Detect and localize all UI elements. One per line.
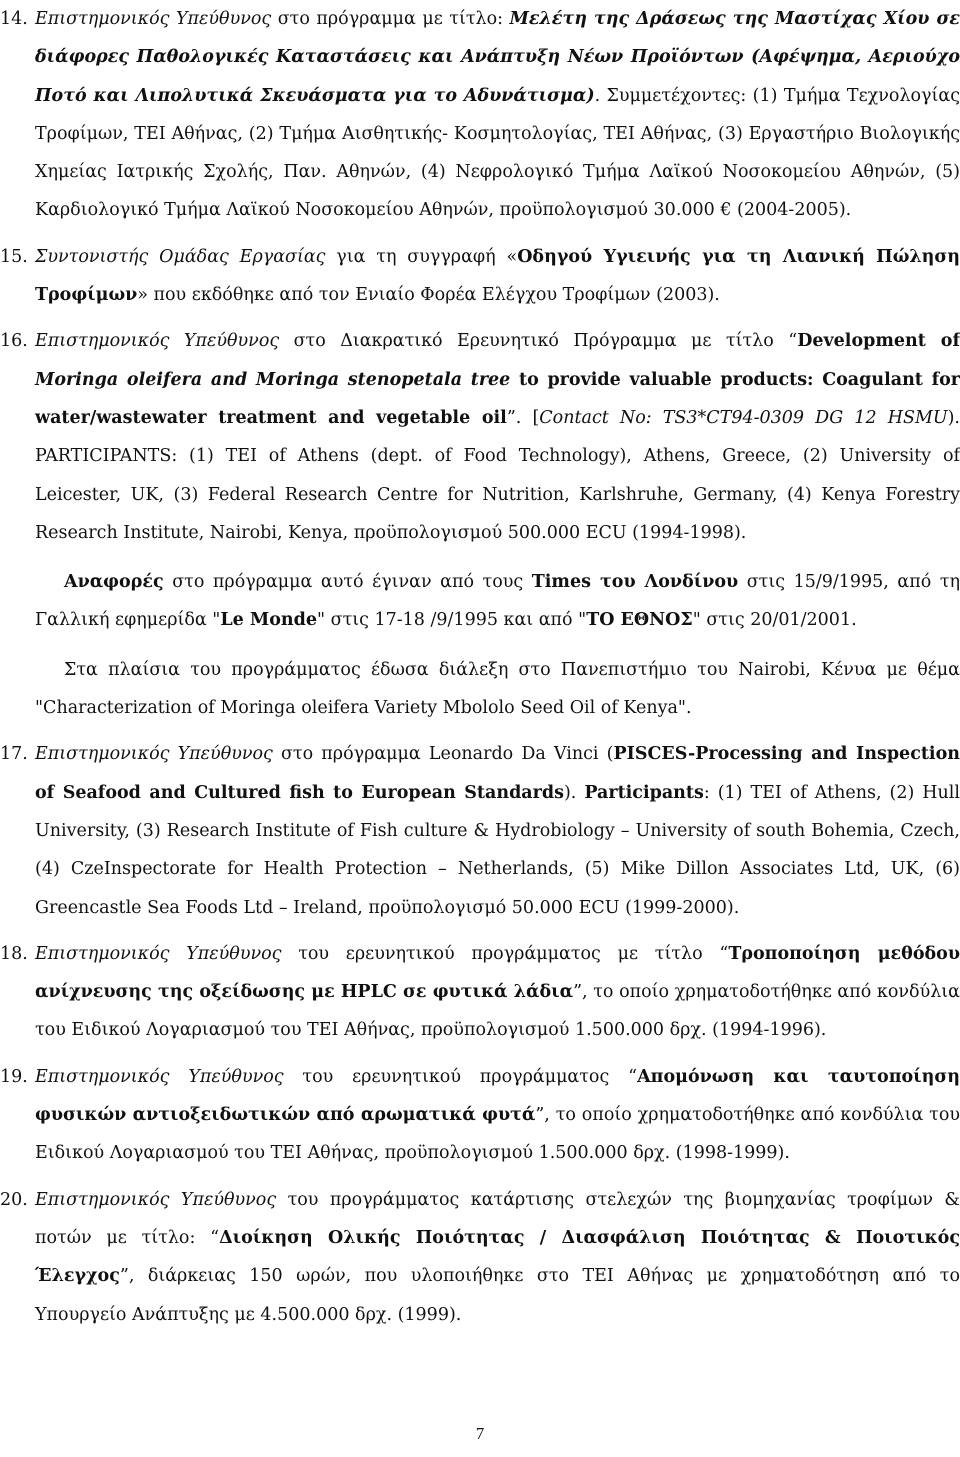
item-text: » που εκδόθηκε από τον Ενιαίο Φορέα Ελέγχου Τροφίμων (2003). <box>137 285 720 306</box>
item-text: στο πρόγραμμα με τίτλο: <box>271 9 510 29</box>
role-label: Επιστημονικός Υπεύθυνος <box>35 744 273 765</box>
role-label: Επιστημονικός Υπεύθυνος <box>35 9 272 29</box>
list-item-14 <box>0 0 960 230</box>
item-text: του ερευνητικού προγράμματος “ <box>283 1066 638 1087</box>
item-text: ”, το οποίο χρηματοδοτήθηκε από κονδύλια του Ειδικού Λογαριασμού του ΤΕΙ Αθήνας, προϋπολογισμού 1.500.000 δρχ. (1994-1996). <box>35 982 960 1041</box>
item-text: στο πρόγραμμα Leonardo Da Vinci ( <box>272 744 614 765</box>
list-item-18 <box>0 935 960 1050</box>
item-number: 15. <box>0 246 28 267</box>
item-number: 20. <box>0 1189 28 1210</box>
role-label: Επιστημονικός Υπεύθυνος <box>35 331 280 352</box>
item-text: ”, το οποίο χρηματοδοτήθηκε από κονδύλια του Ειδικού Λογαριασμού του ΤΕΙ Αθήνας, προϋπολογισμού 1.500.000 δρχ. (1998-1999). <box>35 1105 960 1164</box>
item-number: 18. <box>0 943 28 964</box>
list-item-20 <box>0 1181 960 1334</box>
item-text: ”. [ <box>506 407 540 428</box>
list-item-16 <box>0 322 960 552</box>
project-title: PISCES-Processing and Inspection of Seafood and Cultured fish to European Standards <box>35 744 960 803</box>
role-label: Επιστημονικός Υπεύθυνος <box>35 1189 277 1210</box>
list-item-15 <box>0 238 960 315</box>
project-title: Μελέτη της Δράσεως της Μαστίχας Χίου σε διάφορες Παθολογικές Καταστάσεις και Ανάπτυξη Νέων Προϊόντων (Αφέψημα, Αεριούχο Ποτό και Λιπολυτικά Σκευάσματα για το Αδυνάτισμα) <box>35 9 960 106</box>
contact-number: Contact No: TS3*CT94-0309 DG 12 HSMU <box>539 407 948 428</box>
project-title: Τροποποίηση μεθόδου ανίχνευσης της οξείδωσης με HPLC σε φυτικά λάδια <box>35 943 960 1003</box>
role-label: Συντονιστής Ομάδας Εργασίας <box>35 246 326 267</box>
participants-label: Participants <box>584 782 704 803</box>
item-text: στο Διακρατικό Ερευνητικό Πρόγραμμα με τίτλο “ <box>279 331 798 352</box>
list-item-17 <box>0 735 960 926</box>
item-text: ”, διάρκειας 150 ωρών, που υλοποιήθηκε στο ΤΕΙ Αθήνας με χρηματοδότηση από το Υπουργείο Ανάπτυξης με 4.500.000 δρχ. (1999). <box>35 1266 960 1325</box>
item-text: ). PARTICIPANTS: (1) TEI of Athens (dept. of Food Technology), Athens, Greece, (2) University of Leicester, UK, (3) Federal Research Centre for Nutrition, Karlshruhe, Germany, (4) Kenya Forestry Research Institute, Nairobi, Kenya, προϋπολογισμού 500.000 ECU (1994-1998). <box>35 407 960 543</box>
item-text: του ερευνητικού προγράμματος με τίτλο “ <box>281 943 729 964</box>
project-title: Development of Moringa oleifera and Moringa stenopetala tree to provide valuable products: Coagulant for water/wastewater treatment and vegetable oil <box>35 331 960 428</box>
lecture-paragraph: Στα πλαίσια του προγράμματος έδωσα διάλεξη στο Πανεπιστήμιο του Nairobi, Κένυα με θέμα "Characterization of Moringa oleifera Variety Mbololo Seed Oil of Kenya". <box>35 659 960 719</box>
item-number: 17. <box>0 744 28 765</box>
item-text: ). <box>563 782 585 803</box>
item-number: 19. <box>0 1066 28 1087</box>
item-text: : (1) TEI of Athens, (2) Hull University, (3) Research Institute of Fish culture & Hydrobiology – University of south Bohemia, Czech, (4) CzeInspectorate for Health Protection – Netherlands, (5) Mike Dillon Associates Ltd, UK, (6) Greencastle Sea Foods Ltd – Ireland, προϋπολογισμό 50.000 ECU (1999-2000). <box>35 782 960 918</box>
project-title: Απομόνωση και ταυτοποίηση φυσικών αντιοξειδωτικών από αρωματικά φυτά <box>35 1066 960 1126</box>
item-text: του προγράμματος κατάρτισης στελεχών της βιομηχανίας τροφίμων & ποτών με τίτλο: “ <box>35 1189 960 1248</box>
list-item-19 <box>0 1058 960 1173</box>
item-number: 14. <box>0 9 28 29</box>
role-label: Επιστημονικός Υπεύθυνος <box>35 943 282 964</box>
references-paragraph: Αναφορές στο πρόγραμμα αυτό έγιναν από τους Times του Λονδίνου στις 15/9/1995, από τη Γαλλική εφημερίδα "Le Monde" στις 17-18 /9/1995 και από "ΤΟ ΕΘΝΟΣ" στις 20/01/2001. <box>35 572 960 631</box>
project-title: Διοίκηση Ολικής Ποιότητας / Διασφάλιση Ποιότητας & Ποιοτικός Έλεγχος <box>35 1227 960 1287</box>
page-number: 7 <box>475 1424 485 1443</box>
item-number: 16. <box>0 331 28 352</box>
item-text: για τη συγγραφή « <box>325 246 518 267</box>
role-label: Επιστημονικός Υπεύθυνος <box>35 1066 284 1087</box>
item-text: . Συμμετέχοντες: (1) Τμήμα Τεχνολογίας Τροφίμων, ΤΕΙ Αθήνας, (2) Τμήμα Αισθητικής- Κοσμητολογίας, ΤΕΙ Αθήνας, (3) Εργαστήριο Βιολογικής Χημείας Ιατρικής Σχολής, Παν. Αθηνών, (4) Νεφρολογικό Τμήμα Λαϊκού Νοσοκομείου Αθηνών, (5) Καρδιολογικό Τμήμα Λαϊκού Νοσοκομείου Αθηνών, προϋπολογισμού 30.000 € (2004-2005). <box>35 85 960 221</box>
project-title: Οδηγού Υγιεινής για τη Λιανική Πώληση Τροφίμων <box>35 246 960 306</box>
